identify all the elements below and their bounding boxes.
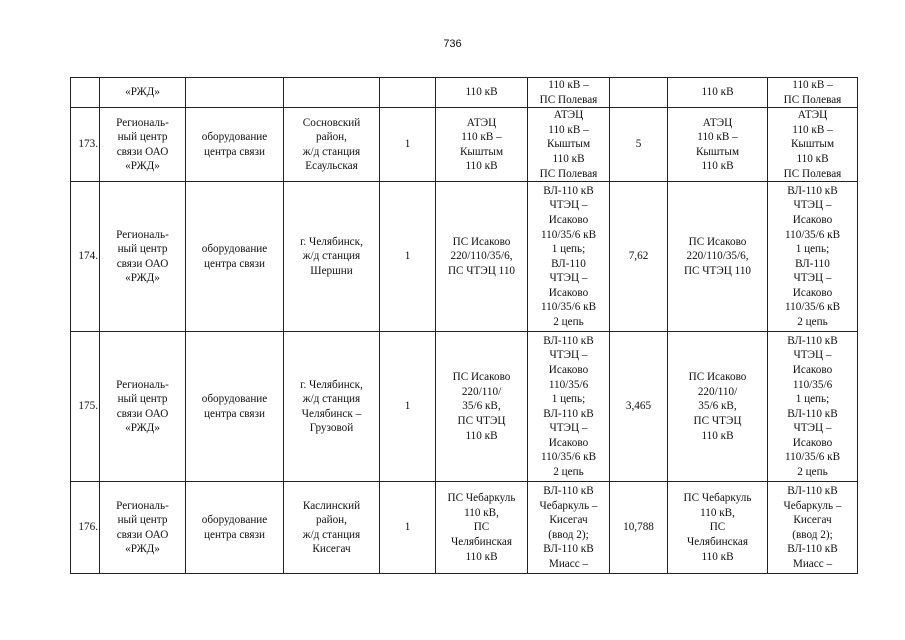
table-row xyxy=(71,182,858,332)
table-row xyxy=(71,332,858,482)
length-cell: 3,465 xyxy=(610,332,668,482)
length-cell xyxy=(610,78,668,108)
power-line-cell: АТЭЦ 110 кВ – Кыштым 110 кВ ПС Полевая xyxy=(528,108,610,182)
organization-cell: «РЖД» xyxy=(100,78,186,108)
equipment-cell: оборудование центра связи xyxy=(186,108,284,182)
power-line-cell: ВЛ-110 кВ ЧТЭЦ – Исаково 110/35/6 1 цепь; ВЛ-110 кВ ЧТЭЦ – Исаково 110/35/6 кВ 2 цепь xyxy=(528,332,610,482)
power-source-cell: ПС Исаково 220/110/ 35/6 кВ, ПС ЧТЭЦ 110 кВ xyxy=(436,332,528,482)
power-source-cell: ПС Исаково 220/110/35/6, ПС ЧТЭЦ 110 xyxy=(436,182,528,332)
equipment-cell: оборудование центра связи xyxy=(186,482,284,574)
table-row xyxy=(71,78,858,108)
location-cell: Каслинский район, ж/д станция Кисегач xyxy=(284,482,380,574)
count-cell: 1 xyxy=(380,332,436,482)
organization-cell: Региональ- ный центр связи ОАО «РЖД» xyxy=(100,182,186,332)
table-row xyxy=(71,108,858,182)
reserve-line-cell: ВЛ-110 кВ ЧТЭЦ – Исаково 110/35/6 1 цепь; ВЛ-110 кВ ЧТЭЦ – Исаково 110/35/6 кВ 2 цепь xyxy=(768,332,858,482)
length-cell: 7,62 xyxy=(610,182,668,332)
reserve-source-cell: ПС Исаково 220/110/ 35/6 кВ, ПС ЧТЭЦ 110 кВ xyxy=(668,332,768,482)
location-cell: г. Челябинск, ж/д станция Шершни xyxy=(284,182,380,332)
length-cell: 10,788 xyxy=(610,482,668,574)
count-cell: 1 xyxy=(380,108,436,182)
organization-cell: Региональ- ный центр связи ОАО «РЖД» xyxy=(100,482,186,574)
page-number: 736 xyxy=(443,38,462,50)
reserve-source-cell: ПС Чебаркуль 110 кВ, ПС Челябинская 110 кВ xyxy=(668,482,768,574)
equipment-cell: оборудование центра связи xyxy=(186,332,284,482)
reserve-source-cell: ПС Исаково 220/110/35/6, ПС ЧТЭЦ 110 xyxy=(668,182,768,332)
table-body xyxy=(71,78,858,574)
location-cell: Сосновский район, ж/д станция Есаульская xyxy=(284,108,380,182)
equipment-cell: оборудование центра связи xyxy=(186,182,284,332)
organization-cell: Региональ- ный центр связи ОАО «РЖД» xyxy=(100,108,186,182)
table-row xyxy=(71,482,858,574)
count-cell: 1 xyxy=(380,482,436,574)
equipment-cell xyxy=(186,78,284,108)
reserve-source-cell: АТЭЦ 110 кВ – Кыштым 110 кВ xyxy=(668,108,768,182)
reserve-line-cell: ВЛ-110 кВ Чебаркуль – Кисегач (ввод 2); ВЛ-110 кВ Миасс – xyxy=(768,482,858,574)
row-number: 175. xyxy=(71,332,100,482)
location-cell: г. Челябинск, ж/д станция Челябинск – Грузовой xyxy=(284,332,380,482)
power-source-cell: АТЭЦ 110 кВ – Кыштым 110 кВ xyxy=(436,108,528,182)
row-number xyxy=(71,78,100,108)
location-cell xyxy=(284,78,380,108)
document-table xyxy=(70,77,858,574)
power-line-cell: 110 кВ – ПС Полевая xyxy=(528,78,610,108)
reserve-line-cell: ВЛ-110 кВ ЧТЭЦ – Исаково 110/35/6 кВ 1 цепь; ВЛ-110 ЧТЭЦ – Исаково 110/35/6 кВ 2 цепь xyxy=(768,182,858,332)
reserve-line-cell: 110 кВ – ПС Полевая xyxy=(768,78,858,108)
row-number: 176. xyxy=(71,482,100,574)
power-source-cell: 110 кВ xyxy=(436,78,528,108)
power-line-cell: ВЛ-110 кВ Чебаркуль – Кисегач (ввод 2); ВЛ-110 кВ Миасс – xyxy=(528,482,610,574)
length-cell: 5 xyxy=(610,108,668,182)
reserve-line-cell: АТЭЦ 110 кВ – Кыштым 110 кВ ПС Полевая xyxy=(768,108,858,182)
power-line-cell: ВЛ-110 кВ ЧТЭЦ – Исаково 110/35/6 кВ 1 цепь; ВЛ-110 ЧТЭЦ – Исаково 110/35/6 кВ 2 цепь xyxy=(528,182,610,332)
row-number: 174. xyxy=(71,182,100,332)
count-cell xyxy=(380,78,436,108)
reserve-source-cell: 110 кВ xyxy=(668,78,768,108)
count-cell: 1 xyxy=(380,182,436,332)
row-number: 173. xyxy=(71,108,100,182)
power-source-cell: ПС Чебаркуль 110 кВ, ПС Челябинская 110 кВ xyxy=(436,482,528,574)
organization-cell: Региональ- ный центр связи ОАО «РЖД» xyxy=(100,332,186,482)
